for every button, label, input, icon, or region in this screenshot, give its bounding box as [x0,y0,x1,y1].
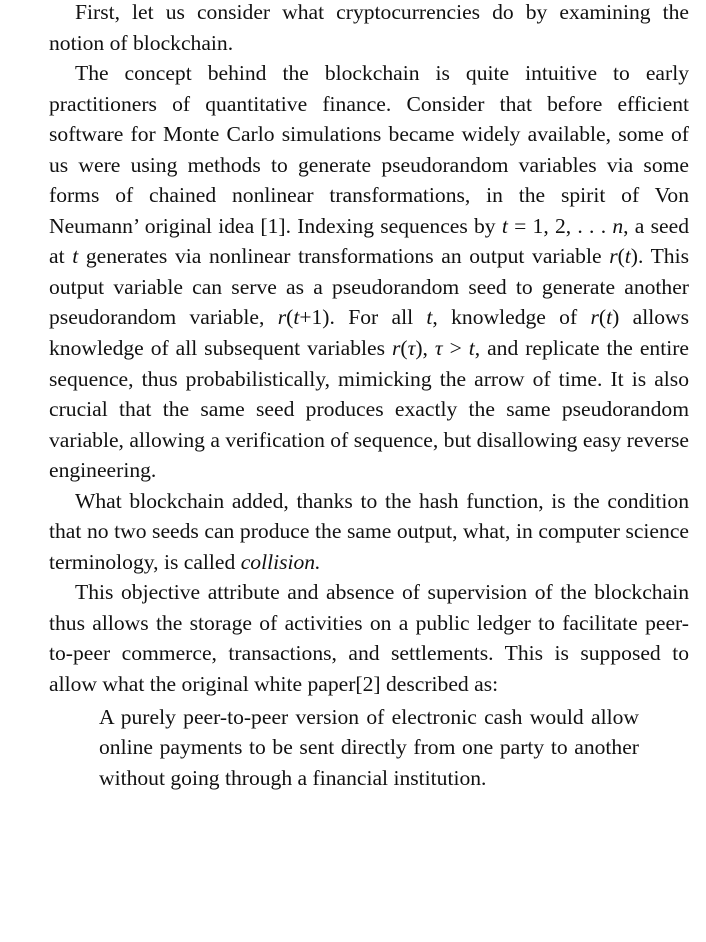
text-run: = 1, 2, . . . [507,213,613,238]
text-run: +1). For all [299,305,427,330]
math-symbol: t [72,244,79,269]
math-symbol: t [426,305,433,330]
math-symbol: r [277,305,287,330]
math-symbol: t [606,305,613,330]
text-run: ). This output variable can serve as a pseudorandom seed to generate another pseudorandom variable, [49,244,689,330]
text-run: What blockchain added, thanks to the hash function, is the condition that no two seeds can produce the same output, what, in computer science terminology, is called [49,488,689,574]
text-run: ) allows knowledge of all subsequent variables [49,305,689,361]
math-symbol: n [612,213,624,238]
paragraph-intro [49,0,689,58]
text-run: ), [415,336,435,361]
math-symbol: r [590,305,599,330]
paragraph-blockchain-concept [49,58,689,486]
math-symbol: t [293,305,300,330]
text-run: ( [617,244,625,269]
emphasized-term: collision. [240,549,321,574]
text-run: generates via nonlinear transformations an output variable [78,244,610,269]
paragraph-public-ledger [49,577,689,699]
math-symbol: t [501,213,508,238]
math-symbol: r [392,336,401,361]
text-run: ( [286,305,294,330]
text-run: ( [400,336,408,361]
paragraph-hash-collision [49,486,689,578]
paper-page [49,0,689,793]
text-run: The concept behind the blockchain is quite intuitive to early practitioners of quantitative finance. Consider that before efficient software for Monte Carlo simulations became widely available, some of us were using methods to generate pseudorandom variables via some forms of chained nonlinear transformations, in the spirit of Von Neumann’ original idea [1]. Indexing sequences by [49,61,689,238]
math-symbol: r [609,244,618,269]
block-quote-white-paper: A purely peer-to-peer version of electronic cash would allow online payments to be sent directly from one party to another without going through a financial institution. [99,704,639,790]
text-run: , knowledge of [432,305,591,330]
math-symbol: τ [434,336,443,361]
text-run: , a seed at [49,213,690,269]
text-run: First, let us consider what cryptocurrencies do by examining the notion of blockchain. [49,0,689,55]
text-run: ( [598,305,607,330]
math-symbol: τ [407,336,416,361]
text-run: This objective attribute and absence of supervision of the blockchain thus allows the storage of activities on a public ledger to facilitate peer-to-peer commerce, transactions, and settlements. This is supposed to allow what the original white paper[2] described as: [49,580,689,697]
text-run: > [442,336,469,361]
text-run: , and replicate the entire sequence, thus probabilistically, mimicking the arrow of time. It is also crucial that the same seed produces exactly the same pseudorandom variable, allowing a verification of sequence, but disallowing easy reverse engineering. [49,336,689,483]
math-symbol: t [624,244,631,269]
math-symbol: t [468,336,475,361]
